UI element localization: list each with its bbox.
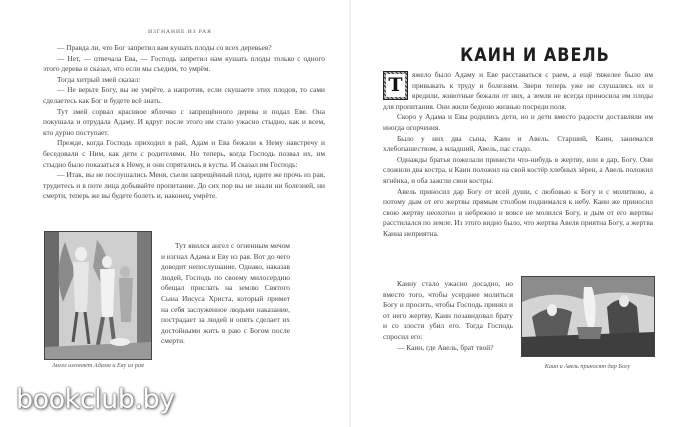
chapter-title: КАИН И АВЕЛЬ (460, 43, 610, 66)
paragraph-text: яжело было Адаму и Еве расставаться с раем, а ещё тяжелее было им привыкать к труду и болезням. Звери теперь уже не слушались их и вредили, животные бежали от них, а земля не всегда приносила им плоды для пропитания. Они жили бедною жизнью посреди поля. (383, 70, 653, 111)
paragraph: Скоро у Адама и Евы родились дети, но и дети вместо радости доставляли им иногда огорчения. (383, 112, 653, 132)
watermark-logo: bookclub.by (16, 384, 175, 415)
paragraph: — Нет, — отвечала Ева, — Господь запретил нам кушать плоды только с одного этого дерева и сказал, что если мы съедим, то умрём. (43, 53, 325, 74)
paragraph: Прежде, когда Господь приходил в рай, Адам и Ева бежали к Нему навстречу и беседовали с Ним, как дети с родителями. Но теперь, когда Господь позвал их, им стыдно было показаться к Нему, и они спрятались в кусты. И сказал им Господь: (43, 138, 325, 169)
paragraph: Каину стало ужасно досадно, но вместо того, чтобы усерднее молиться Богу и просить, чтобы Господь принял и от него жертву, Каин позавидовал брату и со злости убил его. Тогда Господь спросил его: (383, 279, 513, 341)
paragraph: Тут явился ангел с огненным мечом и изгнал Адама и Еву из рая. Вот до чего доводит непослушание. Однако, наказав людей, Господь по своему милосердию обещал прислать на землю Святого Сына Иисуса Христа, который примет на себя заслуженное людьми наказание, пострадает за людей и опять сделает их достойными жить в раю с Богом после смерти. (161, 241, 291, 346)
first-paragraph (383, 70, 653, 112)
right-side-text (383, 279, 513, 353)
paragraph: — Каин, где Авель, брат твой? (397, 342, 494, 352)
drop-cap-letter: Т (386, 74, 405, 97)
paragraph: — Итак, вы не послушались Меня, съели запрещённый плод, идите же прочь из рая, трудитесь и в поте лица добывайте пропитание. До сих пор вы не знали ни болезней, ни смерти, теперь же вы будете болеть и, наконец, умрёте. (43, 170, 325, 201)
paragraph: — Правда ли, что Бог запретил вам кушать плоды со всех деревьев? (57, 43, 272, 52)
paragraph: Тогда хитрый змей сказал: (57, 74, 141, 84)
right-main-text (383, 70, 653, 240)
running-head: ИЗГНАНИЕ ИЗ РАЯ (148, 29, 212, 35)
paragraph: Тут змей сорвал красивое яблочко с запрещённого дерева и подал Еве. Она покушала и отрудала Адаму. И вдруг после этого им стало ужасно стыдно, как и всем, кто дурно поступает. (43, 106, 325, 137)
paragraph: Однажды братья пожелали принести что-нибудь в жертву, или в дар, Богу. Они сложили два костра, и Каин положил на свой костёр хлебных зёрен, а Авель положил ягнёнка, и оба зажгли свои костры. (383, 154, 653, 185)
engraving-image (522, 277, 654, 356)
illustration-cain-abel (521, 276, 655, 357)
figure-caption: Ангел изгоняет Адама и Еву из рая (52, 362, 144, 369)
paragraph: Было у них два сына, Каин и Авель. Старший, Каин, занимался хлебопашеством, а младший, Авель, пас стадо. (383, 133, 653, 154)
paragraph: Авель приносил дар Богу от всей души, с любовью к Богу и с молитвою, а потому дым от его жертвы прямым столбом поднимался к небу. Каин же приносил свою жертву неохотно и небрежно и вовсе не молился Богу, и дым от его жертвы расстилался по земле. Из этого видно было, что жертва Авеля приятна Богу, а жертва Каина неприятна. (383, 186, 653, 238)
figure-caption: Каин и Авель приносят дар Богу (544, 363, 631, 370)
paragraph: — Не верьте Богу, вы не умрёте, а напротив, если скушаете этих плодов, то сами сделаетесь как Бог и будете всё знать. (43, 85, 325, 105)
drop-cap-ornament (383, 71, 408, 100)
